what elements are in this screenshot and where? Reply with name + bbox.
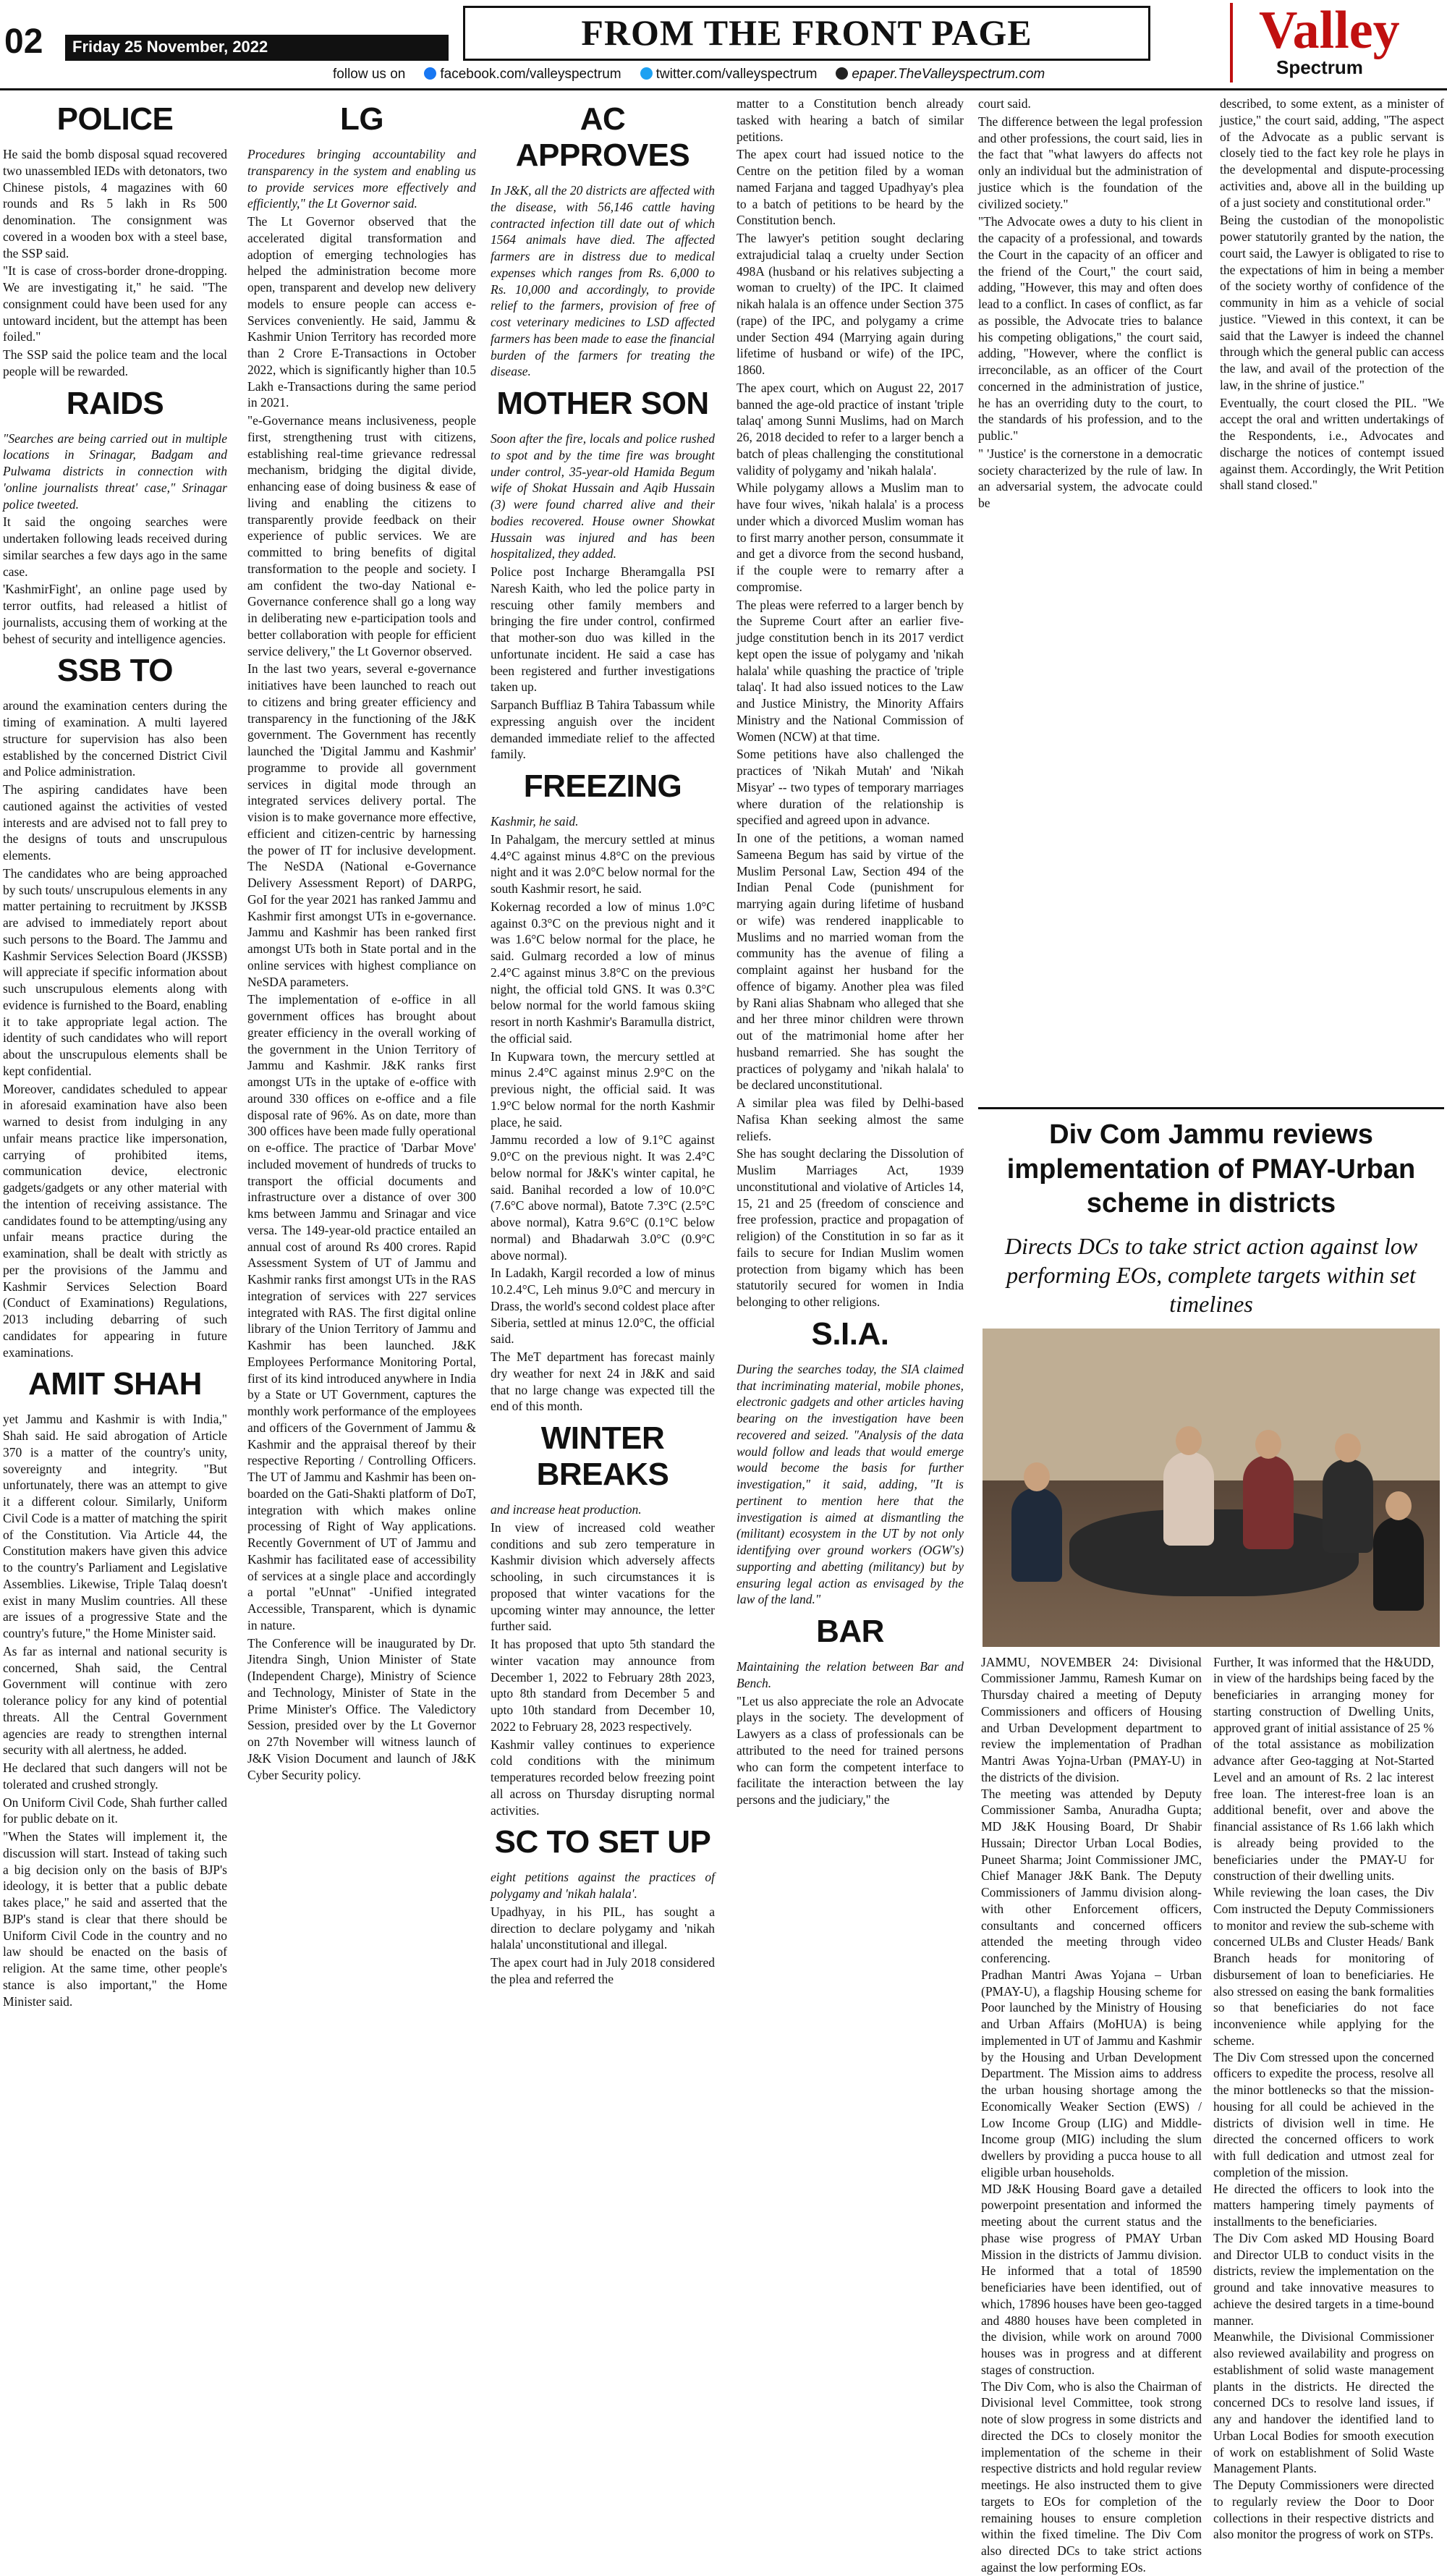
paragraph: Jammu recorded a low of 9.1°C against 9.0°C on the previous night. It was 2.4°C below normal for J&K's winter capital, he said. Banihal recorded a low of 10.0°C (7.6°C above normal), Batote 7.3°C (2.5°C above normal), Katra 9.6°C (0.1°C below normal) and Bhadarwah 3.0°C (0.9°C above normal). bbox=[491, 1132, 715, 1263]
paragraph: The Conference will be inaugurated by Dr. Jitendra Singh, Union Minister of State (Independent Charge), Ministry of Science and Technology, Minister of State in the Prime Minister's Office. The Valedictory Session, presided over by the Lt Governor on 27th November will witness launch of J&K Vision Document and launch of J&K Cyber Security policy. bbox=[247, 1635, 476, 1782]
paragraph: Being the custodian of the monopolistic power statutorily granted by the nation, the court said, the Lawyer is obligated to rise to the expectations of him in being a member of the society worthy of confidence of the community in him as a vehicle of social justice. "Viewed in this context, it can be said that the Lawyer is indeed the channel through which the general public can access the law, and avail of the protection of the law, in the shrine of justice." bbox=[1220, 213, 1444, 392]
paragraph: Maintaining the relation between Bar and Bench. bbox=[737, 1659, 964, 1690]
paragraph: Kashmir valley continues to experience cold conditions with the minimum temperatures recorded below freezing point all across on Thursday disrupting normal activities. bbox=[491, 1737, 715, 1818]
paragraph: The Div Com asked MD Housing Board and Director ULB to conduct visits in the districts, review the implementation on the ground and take innovative measures to achieve the desired targets in a time-bound manner. bbox=[1213, 2230, 1434, 2328]
paragraph: Soon after the fire, locals and police rushed to spot and by the time fire was brought under control, 35-year-old Hamida Begum wife of Shokat Hussain and Aqib Hussain (3) were found charred alive and their bodies recovered. House owner Showkat Hussain was injured and has been hospitalized, they added. bbox=[491, 431, 715, 562]
paragraph: During the searches today, the SIA claimed that incriminating material, mobile phones, electronic gadgets and other articles having bearing on the investigation have been recovered and seized. "Analysis of the data would follow and leads that would emerge would become the basis for further investigation," it said, adding, "It is pertinent to mention here that the investigation is aimed at dismantling the (militant) ecosystem in the UT by not only identifying over ground workers (OGW's) supporting and abetting (militancy) but by ensuring legal action as envisaged by the law of the land." bbox=[737, 1361, 964, 1607]
story-heading: POLICE bbox=[56, 101, 174, 137]
paragraph: Some petitions have also challenged the practices of 'Nikah Mutah' and 'Nikah Misyar' -- two types of temporary marriages where duration of the relationship is specified and agreed upon in advance. bbox=[737, 747, 964, 828]
paragraph: The MeT department has forecast mainly dry weather for next 24 in J&K and said that no large change was expected till the end of this month. bbox=[491, 1350, 715, 1414]
page-number: 02 bbox=[4, 22, 43, 61]
paragraph: "The Advocate owes a duty to his client in the capacity of a professional, and towards the Court in the capacity of an officer and the friend of the Court," the court said, adding, "However, this may and often does lead to a conflict. In cases of conflict, as far as possible, the Advocate tries to balance his competing obligations," the court said, adding, "However, where the conflict is irreconcilable, as an officer of the Court concerned in the administration of justice, he has an overriding duty to the court, to the standards of his profession, and to the public." bbox=[978, 214, 1202, 443]
paragraph: JAMMU, NOVEMBER 24: Divisional Commissioner Jammu, Ramesh Kumar on Thursday chaired a meeting of Deputy Commissioners and officers of Housing and Urban Development department to review the implementation of Pradhan Mantri Awas Yojna-Urban (PMAY-U) in the districts of the division. bbox=[981, 1654, 1202, 1784]
paragraph: The meeting was attended by Deputy Commissioner Samba, Anuradha Gupta; MD J&K Housing Board, Dr Shabir Hussain; Director Urban Local Bodies, Puneet Sharma; Joint Commissioner JMC, Chief Manager J&K Bank. The Deputy Commissioners of Jammu division along-with other Enforcement officers, consultants and concerned officers attended the meeting through video conferencing. bbox=[981, 1786, 1202, 1965]
paragraph: In view of increased cold weather conditions and sub zero temperature in Kashmir division which adversely affects schooling, in such circumstances it is proposed that winter vacations for the upcoming winter may announce, the letter further said. bbox=[491, 1520, 715, 1634]
feature-subhead: Directs DCs to take strict action against low performing EOs, complete targets within set timelines bbox=[1004, 1232, 1418, 1317]
paragraph: described, to some extent, as a minister of justice," the court said, adding, "The aspect of the Advocate as a public servant is closely tied to the fact key role he plays in the developmental and dispute-processing activities and, above all in the building up of a just society and constitutional order." bbox=[1220, 96, 1444, 210]
paragraph: It said the ongoing searches were undertaken following leads received during similar searches a few days ago in the same case. bbox=[3, 514, 227, 579]
paragraph: "Let us also appreciate the role an Advocate plays in the society. The development of Lawyers as a class of professionals can be attributed to the need for trained persons who can form the competent interface to facilitate the interaction between the lay persons and the judiciary," the bbox=[737, 1693, 964, 1807]
paragraph: A similar plea was filed by Delhi-based Nafisa Khan seeking almost the same reliefs. bbox=[737, 1096, 964, 1143]
feature-column-left bbox=[981, 1654, 1202, 2576]
story-heading: AMIT SHAH bbox=[28, 1366, 202, 1402]
paragraph: The apex court, which on August 22, 2017 banned the age-old practice of instant 'triple talaq' among Sunni Muslims, had on March 26, 2018 decided to refer to a larger bench a batch of pleas challenging the constitutional validity of polygamy and 'nikah halala'. bbox=[737, 380, 964, 478]
logo bbox=[1230, 3, 1443, 82]
masthead bbox=[0, 0, 1447, 87]
divider bbox=[978, 1107, 1444, 1109]
paragraph: Procedures bringing accountability and transparency in the system and enabling us to provide services more effectively and efficiently," the Lt Governor said. bbox=[247, 147, 476, 211]
twitter-link[interactable]: twitter.com/valleyspectrum bbox=[640, 67, 818, 82]
paragraph: The apex court had issued notice to the Centre on the petition filed by a woman named Farjana and tagged Upadhyay's plea to a batch of petitions to be heard by the Constitution bench. bbox=[737, 147, 964, 228]
paragraph: matter to a Constitution bench already tasked with hearing a batch of similar petitions. bbox=[737, 96, 964, 144]
paragraph: The Div Com, who is also the Chairman of Divisional level Committee, took strong note of slow progress in some districts and directed the DCs to closely monitor the implementation of the scheme in their respective districts and hold regular review meetings. He also instructed them to give targets to EOs for completion of the remaining houses to ensure completion within the fixed timeline. The Div Com also directed DCs to take strict actions against the low performing EOs. bbox=[981, 2378, 1202, 2575]
paragraph: around the examination centers during the timing of examination. A multi layered structure for supervision has also been established by the concerned District Civil and Police administration. bbox=[3, 698, 227, 779]
paragraph: 'KashmirFight', an online page used by terror outfits, had released a hitlist of journalists, accusing them of working at the behest of security and intelligence agencies. bbox=[3, 582, 227, 646]
paragraph: "Searches are being carried out in multiple locations in Srinagar, Badgam and Pulwama districts in connection with 'online journalists threat' case," Srinagar police tweeted. bbox=[3, 431, 227, 512]
story-heading: SSB TO bbox=[56, 653, 173, 689]
paragraph: In J&K, all the 20 districts are affected with the disease, with 56,146 cattle having contracted infection till date out of which 1564 animals have died. The affected farmers are in distress due to medical expenses which ranges from Rs. 6,000 to Rs. 10,000 and accordingly, to provide relief to the farmers, provision of free of cost veterinary medicines to LSD affected farmers has been made to ease the financial burden of the farmers for treating the disease. bbox=[491, 183, 715, 379]
paragraph: The SSP said the police team and the local people will be rewarded. bbox=[3, 347, 227, 378]
paragraph: On Uniform Civil Code, Shah further called for public debate on it. bbox=[3, 1795, 227, 1826]
paragraph: The Deputy Commissioners were directed to regularly review the Door to Door collections in their respective districts and also monitor the progress of work on STPs. bbox=[1213, 2478, 1434, 2542]
paragraph: The difference between the legal profession and other professions, the court said, lies in the fact that "what lawyers do affects not only an individual but the administration of justice which is the foundation of the civilized society." bbox=[978, 114, 1202, 211]
story-heading: AC APPROVES bbox=[515, 101, 690, 173]
paragraph: In Kupwara town, the mercury settled at minus 2.4°C against minus 2.9°C on the previous night, the official said. It was 1.9°C below normal for the north Kashmir place, he said. bbox=[491, 1048, 715, 1130]
paragraph: In one of the petitions, a woman named Sameena Begum has said by virtue of the Muslim Personal Law, Section 494 of the Indian Penal Code (punishment for marrying again during lifetime of husband or wife) was rendered inapplicable to Muslims and no married woman from the community has the avenue of filing a complaint against her husband for the offence of bigamy. Another plea was filed by Rani alias Shabnam who alleged that she and her three minor children were thrown out of the matrimonial home after her husband remarried. She has sought the practices of polygamy and 'nikah halala' to be declared unconstitutional. bbox=[737, 831, 964, 1093]
paragraph: yet Jammu and Kashmir is with India," Shah said. He said abrogation of Article 370 is a matter of the country's unity, sovereignty and integrity. "But unfortunately, there was an attempt to give it a different colour. Similarly, Uniform Civil Code is a matter of matching the spirit of the Constitution. Via Article 44, the Constitution makers have given this advice to the country's Parliament and Legislative Assemblies. Likewise, Triple Talaq doesn't exist in many Muslim countries. All these are issues of a progressive State and the country's future," the Home Minister said. bbox=[3, 1412, 227, 1640]
paragraph: "It is case of cross-border drone-dropping. We are investigating it," he said. "The consignment could have been used for any untoward incident, but the attempt has been foiled." bbox=[3, 263, 227, 344]
paragraph: Sarpanch Buffliaz B Tahira Tabassum while expressing anguish over the incident demanded immediate relief to the affected family. bbox=[491, 698, 715, 762]
paragraph: It has proposed that upto 5th standard the winter vacation may announce from December 1, 2022 to February 28th 2023, upto 8th standard from December 5 and upto 10th standard from December 10, 2022 to February 28, 2023 respectively. bbox=[491, 1637, 715, 1734]
paragraph: In Pahalgam, the mercury settled at minus 4.4°C against minus 4.8°C on the previous night and it was 2.0°C below normal for the south Kashmir resort, he said. bbox=[491, 831, 715, 896]
social-bar bbox=[333, 67, 1165, 82]
paragraph: Pradhan Mantri Awas Yojana – Urban (PMAY-U), a flagship Housing scheme for Poor launched by the Ministry of Housing and Urban Affairs (MoHUA) is being implemented in UT of Jammu and Kashmir by the Housing and Urban Development Department. The Mission aims to address the urban housing shortage among the Economically Weaker Section (EWS) / Low Income Group (LIG) and Middle-Income group (MIG) including the slum dwellers by providing a pucca house to all eligible urban households. bbox=[981, 1967, 1202, 2179]
twitter-icon bbox=[640, 67, 653, 80]
follow-label: follow us on bbox=[333, 67, 406, 82]
paragraph: While reviewing the loan cases, the Div Com instructed the Deputy Commissioners to monitor and review the sub-scheme with concerned ULBs and Cluster Heads/ Bank Branch heads for monitoring of disbursement of loan to beneficiaries. He also stressed on easing the bank formalities so that beneficiaries do not face inconvenience while applying for the scheme. bbox=[1213, 1885, 1434, 2048]
paragraph: He directed the officers to look into the matters hampering timely payments of installments to the beneficiaries. bbox=[1213, 2181, 1434, 2229]
globe-icon bbox=[836, 67, 848, 80]
facebook-link[interactable]: facebook.com/valleyspectrum bbox=[424, 67, 621, 82]
feature-columns bbox=[978, 1654, 1444, 2576]
paragraph: " 'Justice' is the cornerstone in a democratic society characterized by the rule of law. In an adversarial system, the advocate could be bbox=[978, 446, 1202, 510]
story-heading: MOTHER SON bbox=[496, 386, 709, 421]
paragraph: and increase heat production. bbox=[491, 1502, 642, 1517]
paragraph: The Lt Governor observed that the accelerated digital transformation and adoption of emerging technologies has helped the administration become more open, transparent and develop new delivery models to ensure people can access e-Services conveniently. He said, Jammu & Kashmir Union Territory has recorded more than 2 Crore E-Transactions in October 2022, which is significantly higher than 10.5 Lakh e-Transactions during the same period in 2021. bbox=[247, 214, 476, 410]
paragraph: Kokernag recorded a low of minus 1.0°C against 0.3°C on the previous night and it was 1.6°C below normal for the place, he said. Gulmarg recorded a low of minus 2.4°C against minus 3.8°C on the previous night, the official told GNS. It was 0.3°C below normal for the world famous skiing resort in north Kashmir's Baramulla district, the official said. bbox=[491, 899, 715, 1046]
story-heading: WINTER BREAKS bbox=[536, 1420, 669, 1492]
column-6 bbox=[1220, 96, 1444, 1101]
story-heading: LG bbox=[339, 101, 384, 137]
paragraph: Eventually, the court closed the PIL. "We accept the oral and written undertakings of the Respondents, i.e., Advocates and discharge the notices of contempt issued against them. Accordingly, the Writ Petition shall stand closed." bbox=[1220, 395, 1444, 493]
facebook-icon bbox=[424, 67, 436, 80]
column-4 bbox=[737, 96, 964, 2378]
paragraph: In the last two years, several e-governance initiatives have been launched to reach out to citizens and bring greater efficiency and transparency in the functioning of the J&K government. The Government has recently launched the 'Digital Jammu and Kashmir' programme to provide all government services in digital mode through an integrated services delivery portal. The vision is to make governance more effective, efficient and citizen-centric by harnessing the power of IT for inclusive development. The NeSDA (National e-Governance Delivery Assessment Report) of DARPG, GoI for the year 2021 has ranked Jammu and Kashmir first amongst UTs in e-governance. Jammu and Kashmir has been ranked first amongst UTs both in State portal and in the online services with highest compliance on NeSDA parameters. bbox=[247, 661, 476, 989]
story-heading: S.I.A. bbox=[811, 1315, 889, 1352]
logo-sub: Spectrum bbox=[1276, 56, 1363, 78]
paragraph: As far as internal and national security is concerned, Shah said, the Central Government will continue with zero tolerance policy for any kind of potential threats. All the Central Government agencies are ready to strengthen internal security with all alertness, he added. bbox=[3, 1643, 227, 1758]
story-heading: FREEZING bbox=[523, 768, 682, 804]
paragraph: Moreover, candidates scheduled to appear in aforesaid examination have also been warned to desist from indulging in any unfair means practice like impersonation, carrying of prohibited items, communication device, electronic gadgets/gadgets or any other material with the intention of receiving assistance. The candidates found to be attempting/using any unfair means practice during the examination, shall be dealt with strictly as per the provisions of the Jammu and Kashmir Services Selection Board (Conduct of Examinations) Regulations, 2013 including debarring of such candidates for appearing in future examinations. bbox=[3, 1081, 227, 1360]
paragraph: While polygamy allows a Muslim man to have four wives, 'nikah halala' is a process under which a divorced Muslim woman has to first marry another person, consummate it and get a divorce from the second husband, if the couple were to remarry after a compromise. bbox=[737, 480, 964, 594]
logo-main: Valley bbox=[1259, 1, 1400, 60]
column-5 bbox=[978, 96, 1202, 1101]
paragraph: The apex court had in July 2018 considered the plea and referred the bbox=[491, 1955, 715, 1986]
paragraph: Police post Incharge Bheramgalla PSI Naresh Kaith, who led the police party in rescuing other family members and bringing the fire under control, confirmed that mother-son duo was killed in the unfortunate incident. He said a case has been registered and further investigations taken up. bbox=[491, 564, 715, 695]
paragraph: The implementation of e-office in all government offices has brought about greater efficiency in the overall working of the government in the Union Territory of Jammu and Kashmir. J&K ranks first amongst UTs in the uptake of e-office with around 330 offices on e-office and a file disposal rate of 96%. As on date, more than 300 offices have been made fully operational on e-office. The practice of 'Darbar Move' included movement of hundreds of trucks to transport the official documents and infrastructure over a distance of over 300 kms between Jammu and Srinagar and vice versa. The 149-year-old practice entailed an annual cost of around Rs 400 crores. Rapid Assessment System of UT of Jammu and Kashmir ranks first amongst UTs in the RAS integration of services with 227 services integrated with RAS. The first digital online library of the Union Territory of Jammu and Kashmir has been launched. J&K Employees Performance Monitoring Portal, first of its kind introduced anywhere in India by a State or UT Government, captures the monthly work performance of the employees and officers of the Government of Jammu & Kashmir and the appraisal thereof by their respective Reporting / Controlling Officers. The UT of Jammu and Kashmir has been on-boarded on the Gati-Shakti platform of DoT, integration with which makes online processing of Right of Way applications. Recently Government of UT of Jammu and Kashmir has facilitated ease of accessibility of services at a single place and accordingly a portal "eUnnat" -Unified integrated Accessible, Transparent, which is dynamic in nature. bbox=[247, 992, 476, 1632]
paragraph: Kashmir, he said. bbox=[491, 814, 579, 829]
feature-headline: Div Com Jammu reviews implementation of PMAY-Urban scheme in districts bbox=[1006, 1119, 1416, 1219]
paragraph: eight petitions against the practices of polygamy and 'nikah halala'. bbox=[491, 1870, 715, 1901]
paragraph: He said the bomb disposal squad recovered two unassembled IEDs with detonators, two Chinese pistols, 4 magazines with 60 rounds and Rs 5 lakh in Rs 500 denomination. The consignment was covered in a wooden box with a steel base, the SSP said. bbox=[3, 147, 227, 260]
story-heading: SC TO SET UP bbox=[494, 1824, 711, 1860]
paragraph: court said. bbox=[978, 96, 1031, 111]
column-3 bbox=[491, 96, 715, 2378]
paragraph: The aspiring candidates have been cautioned against the activities of vested interests and are advised not to fall prey to the designs of touts and unscrupulous elements. bbox=[3, 782, 227, 863]
column-2 bbox=[247, 96, 476, 2378]
paragraph: Upadhyay, in his PIL, has sought a direction to declare polygamy and 'nikah halala' unconstitutional and illegal. bbox=[491, 1904, 715, 1952]
paragraph: "e-Governance means inclusiveness, people first, strengthening trust with citizens, establishing real-time grievance redressal mechanism, bridging the digital divide, enhancing ease of doing business & ease of living and enabling the citizens to transparently provide feedback on their experience of public services. We are committed to bring benefits of digital transformation to the people and society. I am confident the two-day National e-Governance conference shall go a long way in deliberating new e-participation tools and better collaboration with people for efficient service delivery," the Lt Governor observed. bbox=[247, 413, 476, 658]
paragraph: She has sought declaring the Dissolution of Muslim Marriages Act, 1939 unconstitutional and violative of Articles 14, 15, 21 and 25 (freedom of conscience and free profession, practice and propagation of religion) of the Constitution in so far as it fails to secure for Indian Muslim women protection from bigamy which has been statutorily secured for women in India belonging to other religions. bbox=[737, 1146, 964, 1309]
feature-column-right bbox=[1213, 1654, 1434, 2576]
column-1 bbox=[3, 96, 227, 2378]
story-heading: RAIDS bbox=[66, 385, 164, 421]
paragraph: MD J&K Housing Board gave a detailed powerpoint presentation and informed the meeting about the current status and the phase wise progress of PMAY Urban Mission in the districts of Jammu division. He informed that a total of 18590 beneficiaries have been identified, out of which, 17896 houses have been geo-tagged and 4880 houses have been completed in the division, while work on around 7000 houses was in progress and at different stages of construction. bbox=[981, 2181, 1202, 2377]
paragraph: Further, It was informed that the H&UDD, in view of the hardships being faced by the beneficiaries in arranging money for starting construction of Dwelling Units, approved grant of initial assistance of 25 % of the total assistance as mobilization advance after Geo-tagging at Not-Started Level and an amount of Rs. 2 lac interest free loan. The interest-free loan is an additional benefit, over and above the financial assistance of Rs 1.66 lakh which is already being provided to the beneficiaries under the PMAY-U for construction of their dwelling units. bbox=[1213, 1654, 1434, 1884]
epaper-link[interactable]: epaper.TheValleyspectrum.com bbox=[836, 67, 1045, 82]
paragraph: The Div Com stressed upon the concerned officers to expedite the process, resolve all the minor bottlenecks so that the mission-housing for all could be achieved in the districts of division well in time. He directed the concerned officers to work with full dedication and utmost zeal for completion of the mission. bbox=[1213, 2049, 1434, 2179]
paragraph: He declared that such dangers will not be tolerated and crushed strongly. bbox=[3, 1761, 227, 1792]
paragraph: Meanwhile, the Divisional Commissioner also reviewed availability and progress on establishment of solid waste management plants in the districts. He directed the concerned DCs to resolve land issues, if any and handover the identified land to Urban Local Bodies for smooth execution of work on establishment of Solid Waste Management Plants. bbox=[1213, 2329, 1434, 2476]
paragraph: In Ladakh, Kargil recorded a low of minus 10.2.4°C, Leh minus 9.0°C and mercury in Drass, the world's second coldest place after Siberia, settled at minus 12.0°C, the official said. bbox=[491, 1266, 715, 1347]
paragraph: The pleas were referred to a larger bench by the Supreme Court after an earlier five-judge constitution bench in its 2017 verdict kept open the issue of polygamy and 'nikah halala' while quashing the practice of 'triple talaq'. It had also issued notices to the Law and Justice Ministry, the Minority Affairs Ministry and the National Commission of Women (NCW) at that time. bbox=[737, 597, 964, 744]
paragraph: "When the States will implement it, the discussion will start. Instead of taking such a big decision only on the basis of BJP's ideology, it is better that a public debate takes place," he said and asserted that the BJP's stand is clear that there should be Uniform Civil Code in the country and no law should be enacted on the basis of religion. At the same time, other people's stance is also important," the Home Minister said. bbox=[3, 1829, 227, 2009]
story-heading: BAR bbox=[816, 1614, 884, 1649]
header-rule bbox=[0, 88, 1447, 90]
section-title: FROM THE FRONT PAGE bbox=[463, 6, 1150, 61]
meeting-photo bbox=[983, 1329, 1440, 1647]
paragraph: The lawyer's petition sought declaring extrajudicial talaq a cruelty under Section 498A (husband or his relatives subjecting a woman to cruelty) of the IPC. It claimed nikah halala is an offence under Section 375 (rape) of the IPC, and polygamy a crime under Section 494 (Marrying again during lifetime of husband or wife) of the IPC, 1860. bbox=[737, 231, 964, 377]
feature-story bbox=[978, 1107, 1444, 2575]
date-bar: Friday 25 November, 2022 bbox=[65, 35, 449, 61]
paragraph: The candidates who are being approached by such touts/ unscrupulous elements in any matter pertaining to recruitment by JKSSB are advised to immediately report about such persons to the Board. The Jammu and Kashmir Services Selection Board (JKSSB) will appreciate if specific information about such unscrupulous elements along with evidence is furnished to the Board, enabling it to take appropriate legal action. The identity of such candidates who will report about the unscrupulous elements shall be kept confidential. bbox=[3, 865, 227, 1078]
